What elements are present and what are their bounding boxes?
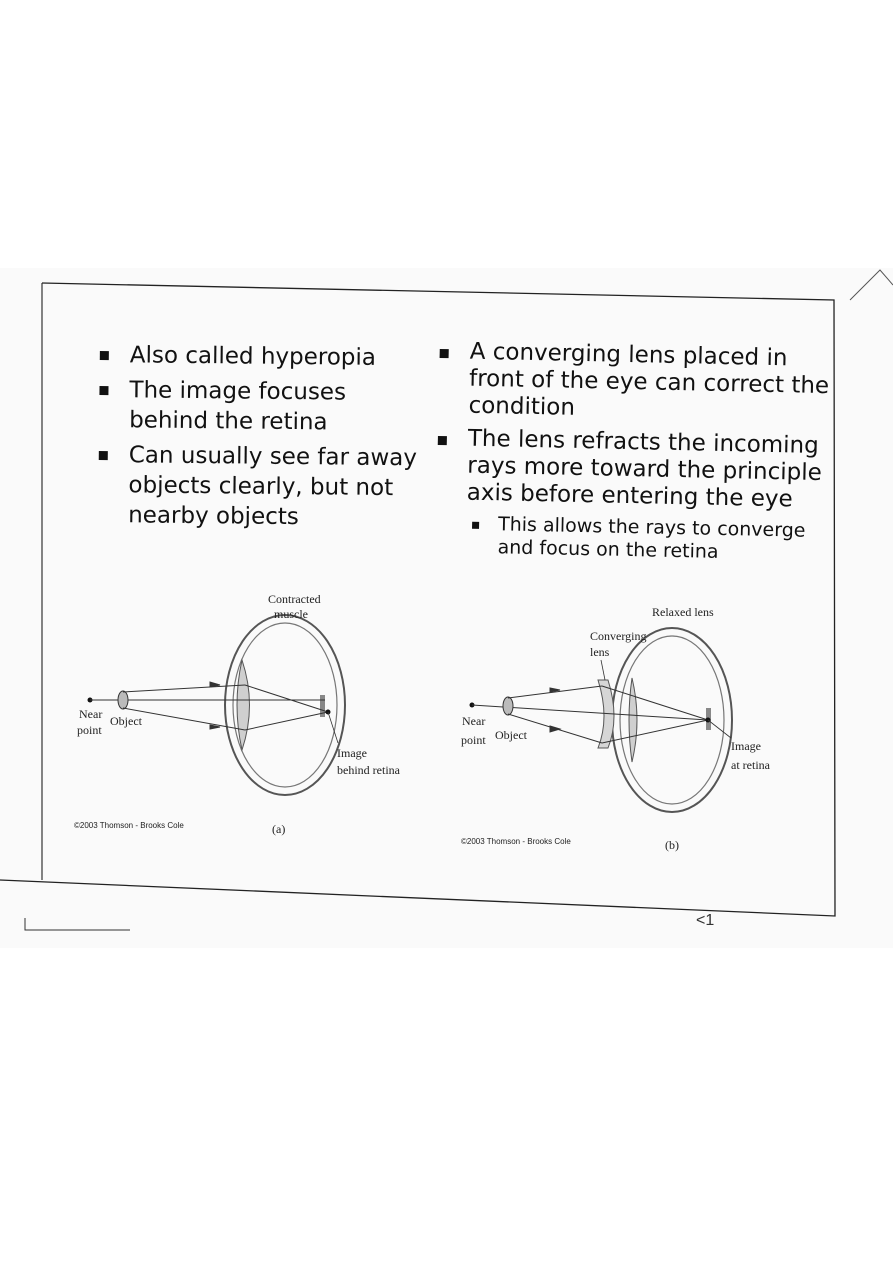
converging-lens-label: Converging	[590, 629, 647, 643]
bullet-text: A converging lens placed in front of the eye can correct the condition	[468, 338, 830, 421]
object-label: Object	[110, 714, 142, 728]
bullet-text: The image focuses behind the retina	[129, 377, 347, 436]
contracted-muscle-label: Contracted	[268, 592, 321, 606]
point-label: point	[461, 733, 486, 747]
bullet-item	[98, 440, 419, 533]
bullet-text: Also called hyperopia	[129, 342, 377, 371]
bullet-text: The lens refracts the incoming rays more toward the principle axis before entering the eye	[466, 425, 823, 513]
figure-caption: (a)	[272, 822, 286, 836]
left-bullet-list	[98, 340, 420, 538]
eye-diagram	[225, 615, 345, 795]
near-label: Near	[462, 714, 486, 728]
figure-b-corrected-eye	[450, 598, 790, 858]
eye-diagram	[612, 628, 732, 812]
bullet-item	[100, 340, 420, 373]
bullet-marker	[100, 351, 109, 360]
bullet-marker	[472, 522, 479, 529]
bullet-marker	[438, 436, 447, 445]
figure-caption: (b)	[665, 838, 679, 852]
bullet-marker	[440, 349, 449, 358]
relaxed-lens-label: Relaxed lens	[652, 605, 714, 619]
near-label: Near	[79, 707, 103, 721]
image-label: Image	[337, 746, 367, 760]
figure-a-hyperopic-eye	[60, 585, 410, 845]
contracted-muscle-label-2: muscle	[274, 607, 308, 621]
object-marker	[118, 691, 128, 709]
bullet-marker	[99, 386, 108, 395]
right-bullet-list	[435, 338, 835, 572]
object-marker	[503, 697, 513, 715]
object-label: Object	[495, 728, 527, 742]
copyright-credit: ©2003 Thomson - Brooks Cole	[74, 821, 184, 830]
copyright-credit: ©2003 Thomson - Brooks Cole	[461, 837, 571, 846]
image-behind-retina-label: behind retina	[337, 763, 400, 777]
sub-bullet-item	[471, 513, 831, 567]
image-label: Image	[731, 739, 761, 753]
point-label: point	[77, 723, 102, 737]
lens-label: lens	[590, 645, 610, 659]
bullet-marker	[99, 451, 108, 460]
image-at-retina-label: at retina	[731, 758, 770, 772]
bullet-item	[438, 338, 835, 427]
bullet-text: This allows the rays to converge and focus on the retina	[497, 513, 806, 563]
bullet-item	[436, 425, 833, 514]
bullet-text: Can usually see far away objects clearly, but not nearby objects	[128, 442, 418, 531]
bullet-item	[99, 375, 420, 438]
handwritten-page-mark: <1	[696, 912, 715, 929]
